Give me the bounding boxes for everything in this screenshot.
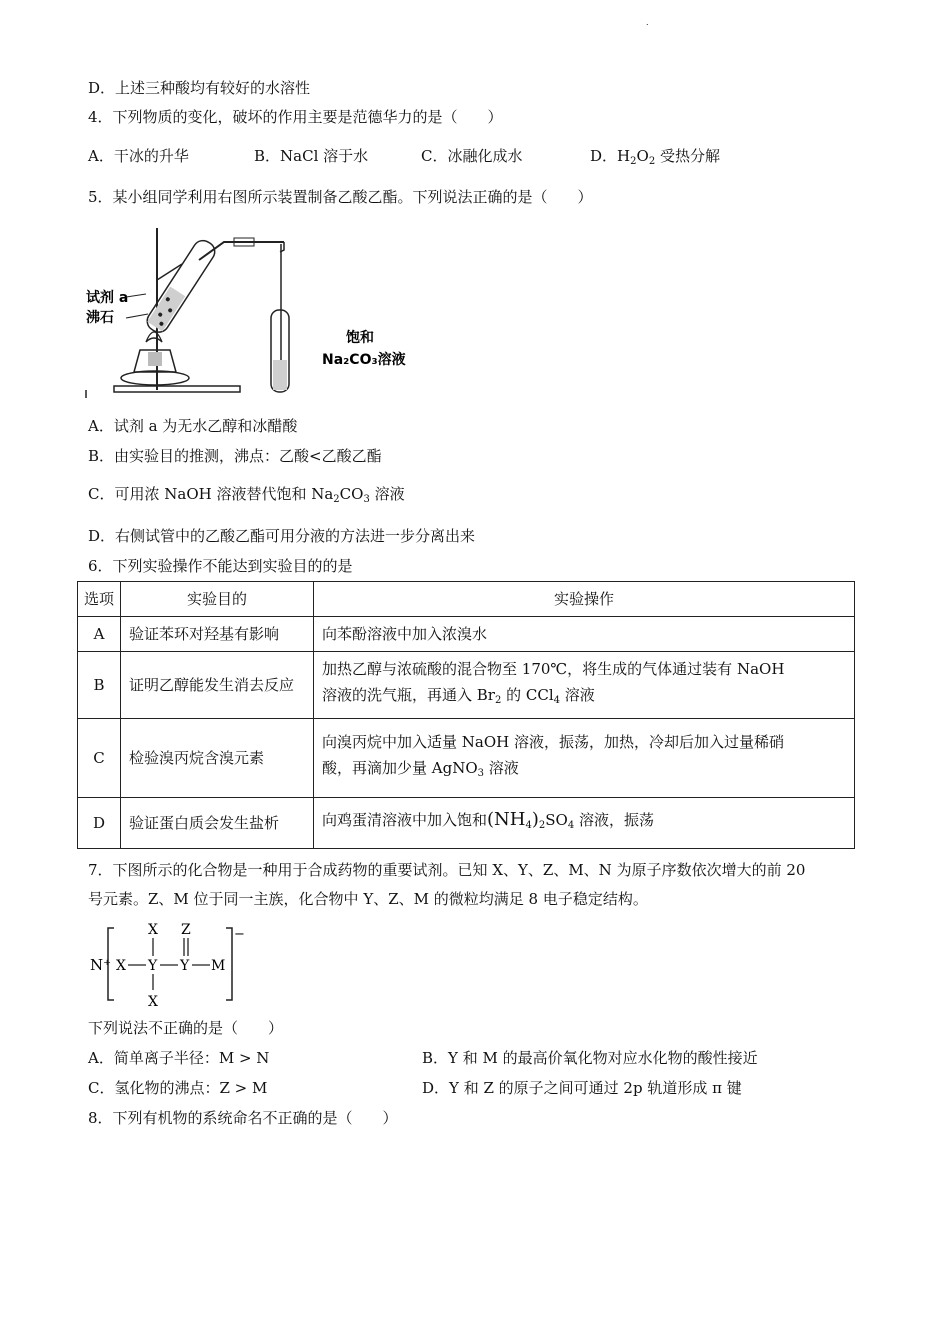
svg-text:N⁺: N⁺: [90, 956, 112, 974]
table-row: [78, 617, 855, 652]
row-purpose: 验证苯环对羟基有影响: [121, 617, 314, 652]
table-header-row: [78, 582, 855, 617]
q7-stem-line2: 号元素。Z、M 位于同一主族，化合物中 Y、Z、M 的微粒均满足 8 电子稳定结构。: [88, 890, 648, 908]
row-purpose: 证明乙醇能发生消去反应: [121, 652, 314, 719]
q4-option-b: B．NaCl 溶于水: [254, 147, 369, 165]
row-key: D: [78, 798, 121, 849]
row-key: B: [78, 652, 121, 719]
q5-stem: 5．某小组同学利用右图所示装置制备乙酸乙酯。下列说法正确的是（ ）: [88, 188, 593, 206]
q6-stem: 6．下列实验操作不能达到实验目的的是: [88, 557, 353, 575]
q7-question: 下列说法不正确的是（ ）: [88, 1019, 284, 1037]
header-option: 选项: [78, 582, 121, 617]
q4-option-c: C．冰融化成水: [421, 147, 523, 165]
q4-option-a: A．干冰的升华: [88, 147, 189, 165]
q3-option-d: D．上述三种酸均有较好的水溶性: [88, 79, 311, 97]
svg-text:M: M: [211, 958, 226, 974]
row-purpose: 验证蛋白质会发生盐析: [121, 798, 314, 849]
table-row: [78, 798, 855, 849]
figure-label-reagent: 试剂 a: [86, 290, 129, 306]
figure-label-solution: Na₂CO₃溶液: [322, 352, 406, 368]
q8-stem: 8．下列有机物的系统命名不正确的是（ ）: [88, 1109, 398, 1127]
row-operation: 加热乙醇与浓硫酸的混合物至 170℃，将生成的气体通过装有 NaOH 溶液的洗气瓶，再通入 $Br_2$ 的 CCl$_4$ 溶液: [314, 652, 855, 719]
page-dot: .: [646, 18, 649, 27]
ester-apparatus-figure: [84, 222, 424, 400]
q7-option-c: C．氢化物的沸点：Z > M: [88, 1079, 268, 1097]
svg-text:Y: Y: [180, 958, 190, 974]
table-row: [78, 719, 855, 798]
svg-text:Y: Y: [148, 958, 158, 974]
q5-option-b: B．由实验目的推测，沸点：乙酸<乙酸乙酯: [88, 447, 382, 465]
svg-text:X: X: [148, 994, 158, 1010]
row-operation: 向溴丙烷中加入适量 NaOH 溶液，振荡，加热，冷却后加入过量稀硝 酸，再滴加少量 AgNO$_3$ 溶液: [314, 719, 855, 798]
row-operation: 向苯酚溶液中加入浓溴水: [314, 617, 855, 652]
q5-option-c: C．可用浓 NaOH 溶液替代饱和 $Na_2CO_3$ 溶液: [88, 485, 405, 505]
header-purpose: 实验目的: [121, 582, 314, 617]
svg-text:X: X: [148, 922, 158, 938]
q7-option-b: B．Y 和 M 的最高价氧化物对应水化物的酸性接近: [422, 1049, 758, 1067]
q5-option-a: A．试剂 a 为无水乙醇和冰醋酸: [88, 417, 298, 435]
figure-label-saturated: 饱和: [346, 330, 374, 346]
svg-text:Z: Z: [181, 922, 191, 938]
q7-stem-line1: 7．下图所示的化合物是一种用于合成药物的重要试剂。已知 X、Y、Z、M、N 为原子序数依次增大的前 20: [88, 861, 806, 879]
row-purpose: 检验溴丙烷含溴元素: [121, 719, 314, 798]
compound-structure-figure: [88, 918, 248, 1010]
row-operation: 向鸡蛋清溶液中加入饱和$(NH_4)_2SO_4$ 溶液，振荡: [314, 798, 855, 849]
header-operation: 实验操作: [314, 582, 855, 617]
q7-option-d: D．Y 和 Z 的原子之间可通过 2p 轨道形成 π 键: [422, 1079, 742, 1097]
q4-option-d: D．$H_2O_2$ 受热分解: [590, 147, 720, 167]
row-key: C: [78, 719, 121, 798]
svg-text:X: X: [116, 958, 126, 974]
q5-option-d: D．右侧试管中的乙酸乙酯可用分液的方法进一步分离出来: [88, 527, 476, 545]
experiment-table: [77, 581, 855, 849]
row-key: A: [78, 617, 121, 652]
svg-text:−: −: [234, 927, 245, 942]
figure-label-stone: 沸石: [86, 310, 114, 326]
q7-option-a: A．简单离子半径：M > N: [88, 1049, 270, 1067]
table-row: [78, 652, 855, 719]
q4-stem: 4．下列物质的变化，破坏的作用主要是范德华力的是（ ）: [88, 108, 503, 126]
